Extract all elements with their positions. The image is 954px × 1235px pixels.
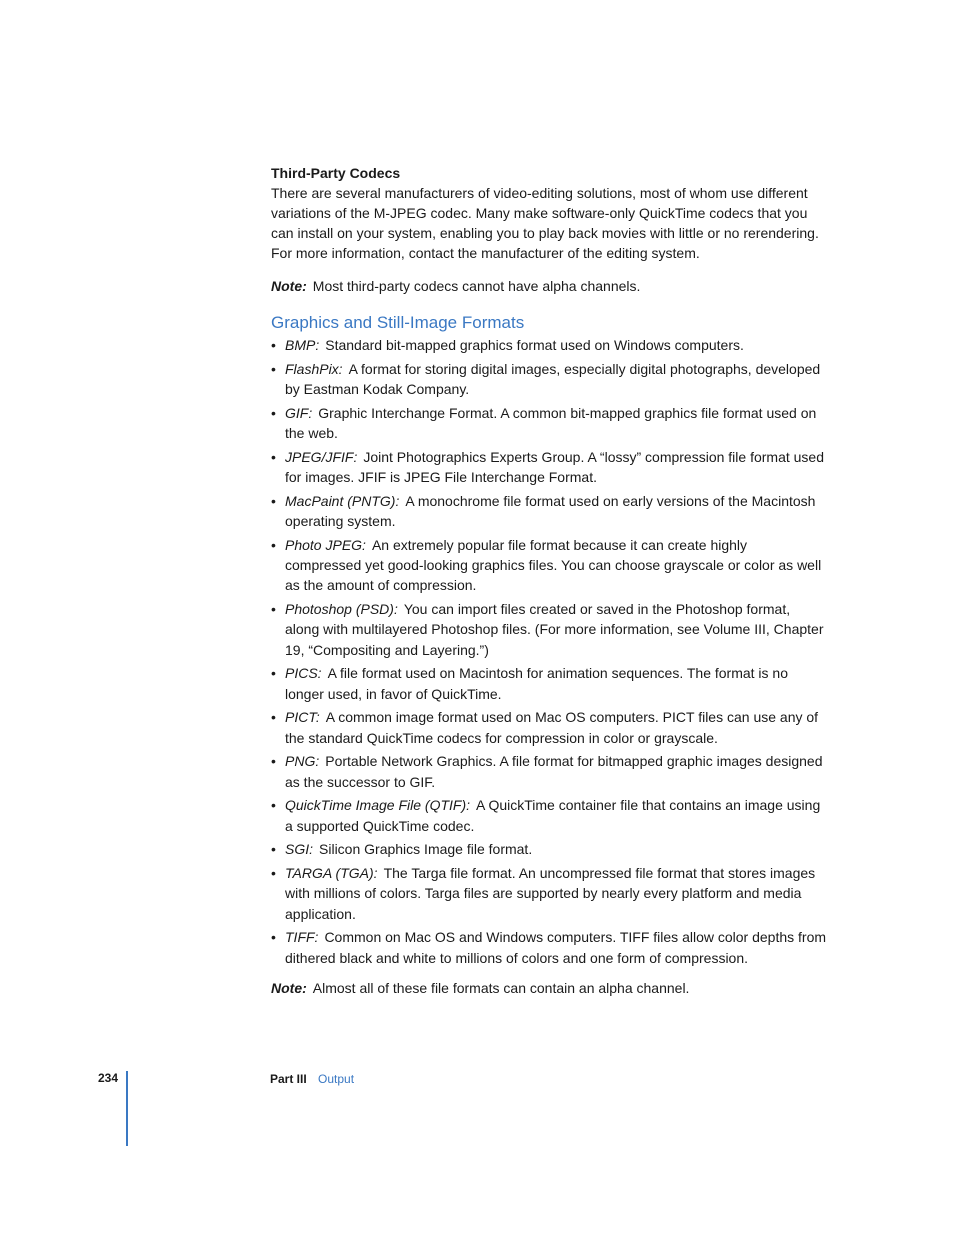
note	[271, 978, 827, 998]
format-description: Graphic Interchange Format. A common bit-mapped graphics file format used on the web.	[285, 404, 817, 441]
bullet-icon: •	[271, 601, 276, 617]
format-term: SGI:	[285, 841, 314, 858]
footer-part-label: Part III	[270, 1072, 307, 1086]
format-term: PNG:	[285, 753, 320, 770]
footer-section-link[interactable]: Output	[318, 1072, 355, 1086]
note	[271, 276, 827, 296]
format-term: BMP:	[285, 337, 320, 353]
note-label: Note:	[271, 980, 307, 997]
note-text: Most third-party codecs cannot have alpha channels.	[312, 278, 641, 294]
format-term: TIFF:	[285, 929, 319, 946]
section-heading: Graphics and Still-Image Formats	[271, 313, 525, 332]
bullet-icon: •	[271, 709, 276, 726]
format-description: A QuickTime container file that contains an image using a supported QuickTime codec.	[285, 797, 821, 834]
list-item	[271, 863, 827, 924]
format-description: Joint Photographics Experts Group. A “lossy” compression file format used for images. JFIF is JPEG File Interchange Format.	[285, 448, 824, 485]
subsection-paragraph: There are several manufacturers of video-editing solutions, most of whom use different variations of the M-JPEG codec. Many make software-only QuickTime codecs that you can install on your system, enabling you to play back movies with little or no rerendering. For more information, contact the manufacturer of the editing system.	[271, 185, 819, 261]
bullet-icon: •	[271, 337, 276, 353]
subsection-heading: Third-Party Codecs	[271, 165, 401, 181]
list-item	[271, 663, 827, 704]
bullet-icon: •	[271, 865, 276, 881]
format-term: PICS:	[285, 665, 322, 682]
format-description: Silicon Graphics Image file format.	[319, 841, 533, 858]
note-label: Note:	[271, 278, 307, 294]
list-item	[271, 927, 827, 968]
format-description: Portable Network Graphics. A file format for bitmapped graphic images designed as the successor to GIF.	[285, 753, 823, 790]
format-description: An extremely popular file format because it can create highly compressed yet good-looking graphics files. You can choose grayscale or color as well as the amount of compression.	[285, 536, 822, 594]
bullet-icon: •	[271, 797, 276, 814]
format-term: Photoshop (PSD):	[285, 601, 398, 617]
page-number: 234	[98, 1071, 119, 1085]
bullet-icon: •	[271, 841, 276, 858]
list-item	[271, 707, 827, 748]
format-term: Photo JPEG:	[285, 536, 366, 553]
list-item	[271, 535, 827, 596]
format-description: A file format used on Macintosh for animation sequences. The format is no longer used, in favor of QuickTime.	[285, 665, 789, 702]
format-term: JPEG/JFIF:	[285, 448, 358, 465]
format-description: A format for storing digital images, especially digital photographs, developed by Eastman Kodak Company.	[285, 360, 821, 397]
list-item	[271, 751, 827, 792]
format-description: A common image format used on Mac OS computers. PICT files can use any of the standard QuickTime codecs for compression in color or grayscale.	[285, 709, 819, 746]
note-text: Almost all of these file formats can contain an alpha channel.	[312, 980, 690, 997]
list-item	[271, 795, 827, 836]
bullet-icon: •	[271, 665, 276, 682]
format-term: GIF:	[285, 404, 313, 421]
bullet-icon: •	[271, 404, 276, 421]
bullet-icon: •	[271, 360, 276, 377]
bullet-icon: •	[271, 448, 276, 465]
format-term: TARGA (TGA):	[285, 865, 378, 881]
bullet-icon: •	[271, 492, 276, 509]
page-content	[271, 163, 827, 998]
format-list	[271, 335, 827, 968]
list-item	[271, 839, 827, 859]
format-term: PICT:	[285, 709, 320, 726]
bullet-icon: •	[271, 753, 276, 770]
format-description: The Targa file format. An uncompressed file format that stores images with millions of colors. Targa files are supported by nearly every platform and media application.	[285, 865, 816, 922]
format-description: Standard bit-mapped graphics format used on Windows computers.	[325, 337, 744, 353]
list-item	[271, 491, 827, 532]
list-item	[271, 599, 827, 660]
format-term: MacPaint (PNTG):	[285, 492, 400, 509]
list-item	[271, 335, 827, 355]
format-term: FlashPix:	[285, 360, 343, 377]
format-description: You can import files created or saved in the Photoshop format, along with multilayered Photoshop files. (For more information, see Volume III, Chapter 19, “Compositing and Layering.”)	[285, 601, 824, 658]
bullet-icon: •	[271, 536, 276, 553]
format-description: A monochrome file format used on early versions of the Macintosh operating system.	[285, 492, 816, 529]
bullet-icon: •	[271, 929, 276, 946]
list-item	[271, 359, 827, 400]
list-item	[271, 403, 827, 444]
list-item	[271, 447, 827, 488]
footer-divider	[126, 1071, 128, 1146]
format-term: QuickTime Image File (QTIF):	[285, 797, 471, 814]
format-description: Common on Mac OS and Windows computers. TIFF files allow color depths from dithered black and white to millions of colors and one form of compression.	[285, 929, 827, 966]
